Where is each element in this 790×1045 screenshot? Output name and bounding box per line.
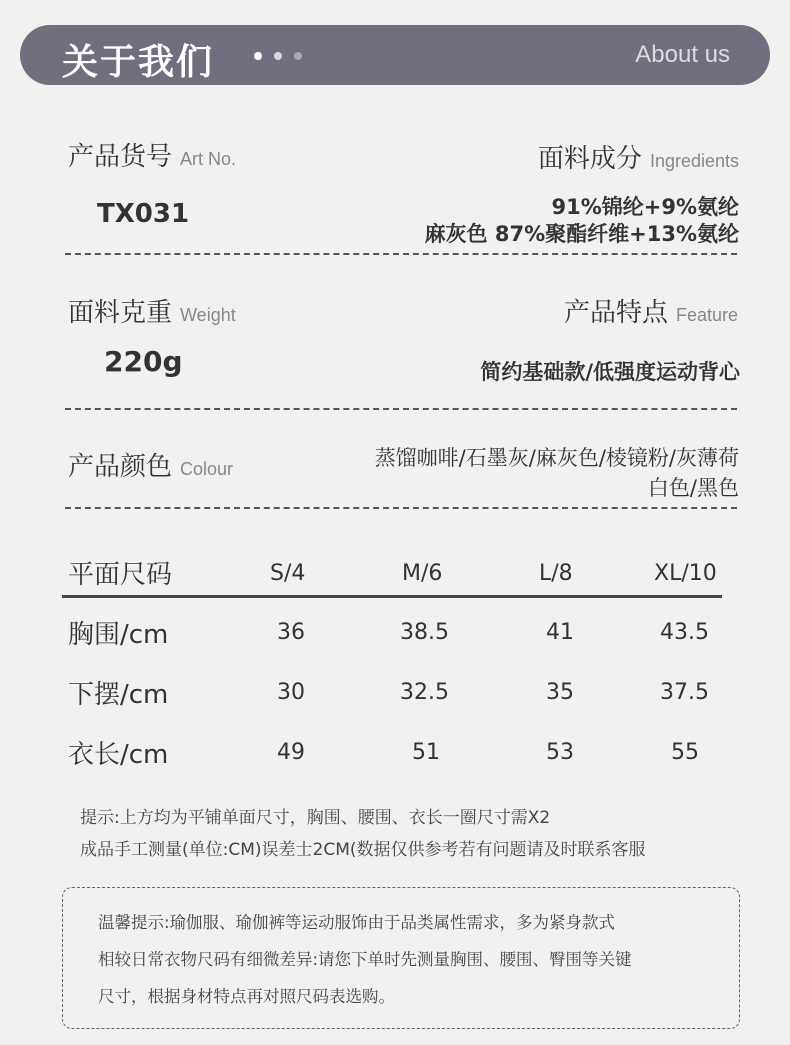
- colour-label: 产品颜色 Colour: [68, 452, 234, 482]
- tip-text: [98, 904, 632, 1015]
- table-cell: 55: [671, 740, 699, 765]
- table-cell: 30: [277, 680, 305, 705]
- row-label: 胸围/cm: [68, 620, 169, 650]
- tip-line: 温馨提示:瑜伽服、瑜伽裤等运动服饰由于品类属性需求，多为紧身款式: [98, 913, 616, 932]
- row-label: 衣长/cm: [68, 740, 169, 770]
- table-header-cell: M/6: [402, 561, 443, 586]
- header-banner: [20, 25, 770, 85]
- table-row: [62, 666, 722, 726]
- measurement-notes: [80, 802, 646, 866]
- feature-label: 产品特点 Feature: [563, 298, 738, 328]
- dot-icon: [294, 52, 302, 60]
- table-header-cell: L/8: [539, 561, 573, 586]
- table-cell: 35: [546, 680, 574, 705]
- note-line: 提示:上方均为平铺单面尺寸，胸围、腰围、衣长一圈尺寸需X2: [80, 808, 551, 828]
- page-title: 关于我们: [62, 42, 215, 83]
- table-header-cell: XL/10: [654, 561, 717, 586]
- ingredients-label: 面料成分 Ingredients: [537, 144, 739, 174]
- weight-value: 220g: [104, 345, 183, 378]
- page-subtitle: About us: [635, 41, 730, 68]
- dot-icon: [274, 52, 282, 60]
- divider: [65, 253, 737, 255]
- dot-icon: [254, 52, 262, 60]
- table-row: [62, 726, 722, 786]
- tip-box: [62, 887, 740, 1029]
- table-cell: 38.5: [400, 620, 449, 645]
- divider: [65, 507, 737, 509]
- table-cell: 41: [546, 620, 574, 645]
- table-cell: 37.5: [660, 680, 709, 705]
- table-cell: 49: [277, 740, 305, 765]
- art-no-value: TX031: [97, 199, 190, 229]
- tip-line: 尺寸，根据身材特点再对照尺码表选购。: [98, 987, 395, 1006]
- decorative-dots: [254, 52, 302, 60]
- colour-line-1: 蒸馏咖啡/石墨灰/麻灰色/棱镜粉/灰薄荷: [374, 446, 739, 470]
- table-header-cell: S/4: [270, 561, 306, 586]
- table-header-cell: 平面尺码: [68, 560, 173, 590]
- art-no-label: 产品货号 Art No.: [68, 142, 237, 172]
- table-header: [62, 552, 722, 598]
- table-row: [62, 606, 722, 666]
- colour-line-2: 白色/黑色: [647, 476, 739, 500]
- ingredients-line-1: 91%锦纶+9%氨纶: [551, 195, 739, 219]
- table-cell: 36: [277, 620, 305, 645]
- table-cell: 53: [546, 740, 574, 765]
- weight-label: 面料克重 Weight: [68, 298, 236, 328]
- size-table: [62, 552, 722, 786]
- table-cell: 51: [412, 740, 440, 765]
- feature-value: 简约基础款/低强度运动背心: [480, 360, 740, 384]
- divider: [65, 408, 737, 410]
- row-label: 下摆/cm: [68, 680, 169, 710]
- note-line: 成品手工测量(单位:CM)误差士2CM(数据仅供参考若有问题请及时联系客服: [80, 840, 646, 860]
- ingredients-line-2: 麻灰色 87%聚酯纤维+13%氨纶: [424, 222, 739, 246]
- table-cell: 43.5: [660, 620, 709, 645]
- tip-line: 相较日常衣物尺码有细微差异:请您下单时先测量胸围、腰围、臀围等关键: [98, 950, 632, 969]
- table-cell: 32.5: [400, 680, 449, 705]
